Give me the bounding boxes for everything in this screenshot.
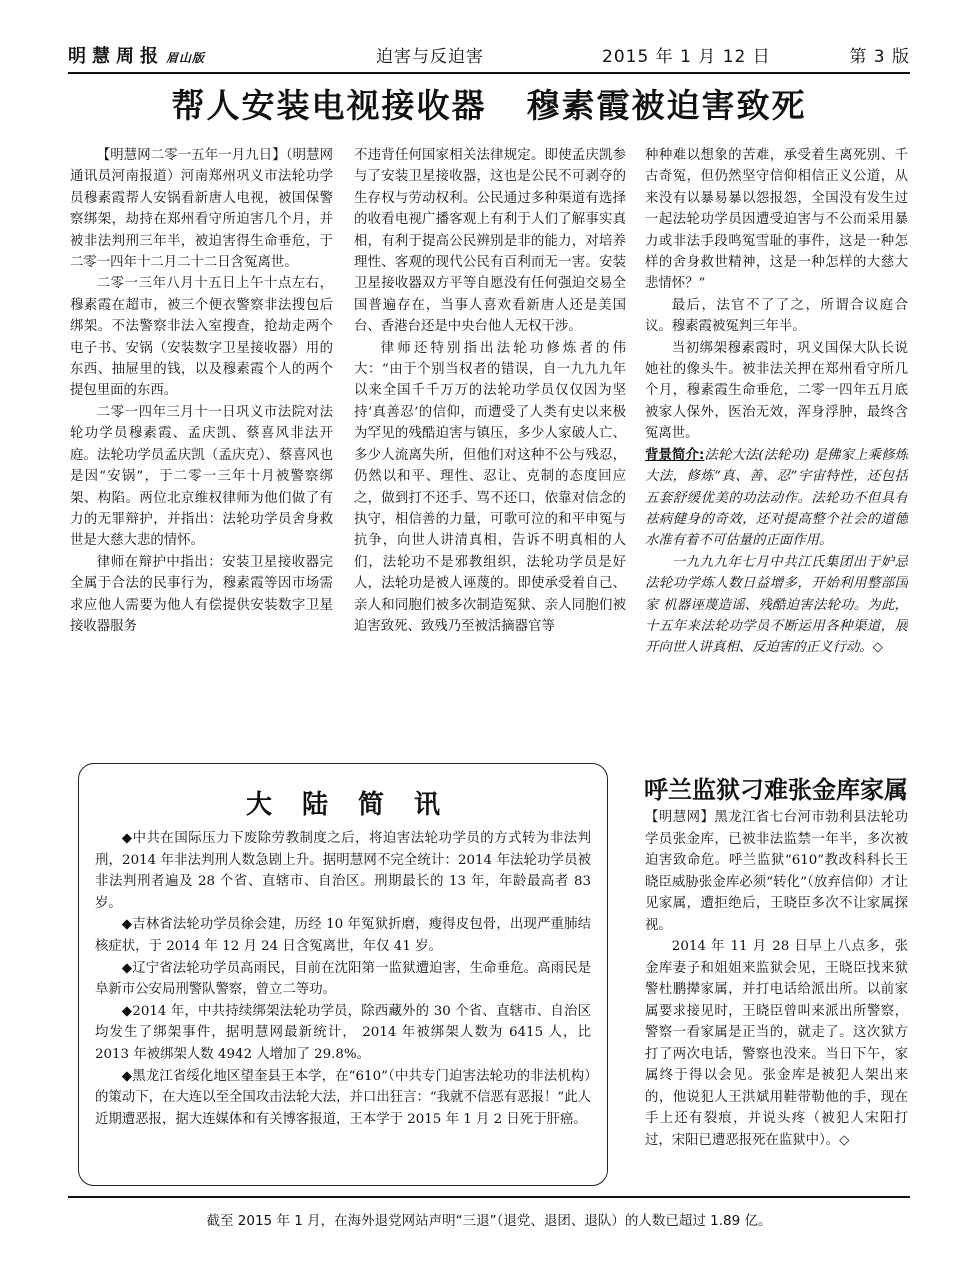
briefs-title: 大陆简讯 <box>245 790 470 820</box>
brief-item: ◆黑龙江省绥化地区望奎县王本学，在“610”（中共专门迫害法轮功的非法机构）的策动下，在大连以至全国攻击法轮大法，并口出狂言：“我就不信恶有恶报！”此人近期遭恶报，据大连媒体和有关博客报道，王本学于 2015 年 1 月 2 日死于肝癌。 <box>95 1068 591 1127</box>
brief-item: ◆吉林省法轮功学员徐会建，历经 10 年冤狱折磨，瘦得皮包骨，出现严重肺结核症状，于 2014 年 12 月 24 日含冤离世，年仅 41 岁。 <box>95 917 591 954</box>
bottom-rule <box>68 1196 910 1198</box>
briefs-box <box>78 763 608 1186</box>
section-name: 迫害与反迫害 <box>376 47 484 67</box>
background-note <box>645 445 908 552</box>
page-number: 第 3 版 <box>849 47 910 67</box>
newspaper-brand <box>68 42 205 68</box>
brief-item: ◆2014 年，中共持续绑架法轮功学员，除西藏外的 30 个省、直辖市、自治区均发生了绑架事件，据明慧网最新统计， 2014 年被绑架人数为 6415 人，比 2013 年被绑架人数 4942 人增加了 29.8%。 <box>95 1003 591 1062</box>
article-column-2 <box>354 145 626 750</box>
side-article-body <box>645 807 908 1151</box>
top-rule <box>68 72 910 74</box>
masthead <box>68 38 910 68</box>
article-paragraph: 律师还特别指出法轮功修炼者的伟大：“由于个别当权者的错误，自一九九九年以来全国千千万万的法轮功学员仅仅因为坚持‘真善忍’的信仰，而遭受了人类有史以来极为罕见的残酷迫害与镇压，多少人家破人亡、多少人流离失所，但他们对这种不公与残忍，仍然以和平、理性、忍让、克制的态度回应之，做到打不还手、骂不还口，依靠对信念的执守，相信善的力量，可歌可泣的和平申冤与抗争，向世人讲清真相，告诉不明真相的人们，法轮功不是邪教组织，法轮功学员是好人，法轮功是被人诬蔑的。即使承受着自己、亲人和同胞们被多次制造冤狱、亲人同胞们被迫害致死、致残乃至被活摘器官等 <box>354 340 626 634</box>
article-paragraph: 种种难以想象的苦难，承受着生离死别、千古奇冤，但仍然坚守信仰相信正义公道，从来没有以暴易暴以怨报怨，全国没有发生过一起法轮功学员因遭受迫害与不公而采用暴力或非法手段鸣冤雪耻的事件，这是一种怎样的舍身救世精神，这是一种怎样的大慈大悲情怀？” <box>645 148 908 292</box>
headline-part-1: 帮人安装电视接收器 <box>171 86 487 125</box>
footer-notice: 截至 2015 年 1 月，在海外退党网站声明“三退”（退党、退团、退队）的人数已超过 1.89 亿。 <box>206 1213 772 1229</box>
article-column-1 <box>70 145 333 750</box>
background-title: 背景简介: <box>645 447 705 463</box>
side-article-title: 呼兰监狱刁难张金库家属 <box>644 775 908 804</box>
edition-name: 眉山版 <box>166 51 206 65</box>
article-paragraph: 【明慧网二零一五年一月九日】（明慧网通讯员河南报道）河南郑州巩义市法轮功学员穆素霞帮人安锅看新唐人电视，被国保警察绑架，劫持在郑州看守所迫害几个月，并被非法判刑三年半，被迫害得生命垂危，于二零一四年十二月二十二日含冤离世。 <box>70 148 333 271</box>
brief-item: ◆辽宁省法轮功学员高雨民，目前在沈阳第一监狱遭迫害，生命垂危。高雨民是阜新市公安局刑警队警察，曾立二等功。 <box>95 960 591 998</box>
headline-part-2: 穆素霞被迫害致死 <box>526 86 807 125</box>
issue-date: 2015 年 1 月 12 日 <box>602 47 771 67</box>
background-text-2: 一九九九年七月中共江氏集团出于妒忌法轮功学炼人数日益增多，开始利用整部国家 机器诬蔑造谣、残酷迫害法轮功。为此，十五年来法轮功学员不断运用各种渠道，展开向世人讲真相、反迫害的正义行动。◇ <box>645 554 908 656</box>
article-paragraph: 最后，法官不了了之，所谓合议庭合议。穆素霞被冤判三年半。 <box>645 297 908 335</box>
article-paragraph: 当初绑架穆素霞时，巩义国保大队长说她社的像头牛。被非法关押在郑州看守所几个月，穆素霞生命垂危，二零一四年五月底被家人保外，医治无效，浑身浮肿，最终含冤离世。 <box>645 340 908 442</box>
article-column-3 <box>645 145 908 750</box>
article-paragraph: 律师在辩护中指出：安装卫星接收器完全属于合法的民事行为，穆素霞等因市场需求应他人需要为他人有偿提供安装数字卫星接收器服务 <box>70 554 333 634</box>
article-paragraph: 二零一三年八月十五日上午十点左右，穆素霞在超市，被三个便衣警察非法搜包后绑架。不法警察非法入室搜查，抢劫走两个电子书、安锅（安装数字卫星接收器）用的东西、抽屉里的钱，以及穆素霞个人的两个提包里面的东西。 <box>70 276 333 399</box>
briefs-body <box>95 828 591 1130</box>
brand-name: 明慧周报 <box>68 46 164 67</box>
side-article-paragraph: 2014 年 11 月 28 日早上八点多，张金库妻子和姐姐来监狱会见，王晓臣找来狱警杜鹏撵家属，并打电话给派出所。以前家属要求接见时，王晓臣曾叫来派出所警察，警察一看家属是正当的，就走了。这次狱方打了两次电话，警察也没来。当日下午，家属终于得以会见。张金库是被犯人架出来的，他说犯人王洪斌用鞋带勒他的手，现在手上还有裂痕，并说头疼（被犯人宋阳打过，宋阳已遭恶报死在监狱中）。◇ <box>645 939 908 1148</box>
background-text: 法轮大法(法轮功) 是佛家上乘修炼大法，修炼“真、善、忍”宇宙特性，还包括五套舒缓优美的功法动作。法轮功不但具有祛病健身的奇效，还对提高整个社会的道德水准有着不可估量的正面作用。 <box>645 447 908 549</box>
article-paragraph: 不违背任何国家相关法律规定。即使孟庆凯参与了安装卫星接收器，这也是公民不可剥夺的生存权与劳动权利。公民通过多种渠道有选择的收看电视广播客观上有利于人们了解事实真相，有利于提高公民辨别是非的能力，对培养理性、客观的现代公民有百利而无一害。安装卫星接收器双方平等自愿没有任何强迫交易全国普遍存在，当事人喜欢看新唐人还是美国台、香港台还是中央台他人无权干涉。 <box>354 148 626 335</box>
brief-item: ◆中共在国际压力下废除劳教制度之后，将迫害法轮功学员的方式转为非法判刑，2014 年非法判刑人数急剧上升。据明慧网不完全统计：2014 年法轮功学员被非法判刑者遍及 28 个省、直辖市、自治区。刑期最长的 13 年，年龄最高者 83 岁。 <box>95 831 591 911</box>
article-paragraph: 二零一四年三月十一日巩义市法院对法轮功学员穆素霞、孟庆凯、蔡喜风非法开庭。法轮功学员孟庆凯（孟庆克）、蔡喜风也是因“安锅”，于二零一三年十月被警察绑架、构陷。两位北京维权律师为他们做了有力的无罪辩护，并指出：法轮功学员舍身救世是大慈大悲的情怀。 <box>70 404 333 549</box>
main-headline <box>68 80 910 127</box>
side-article-paragraph: 【明慧网】黑龙江省七台河市勃利县法轮功学员张金库，已被非法监禁一年半，多次被迫害致命危。呼兰监狱“610”教改科科长王晓臣威胁张金库必须“转化”（放弃信仰）才让见家属，遭拒绝后，王晓臣多次不让家属探视。 <box>645 810 908 933</box>
